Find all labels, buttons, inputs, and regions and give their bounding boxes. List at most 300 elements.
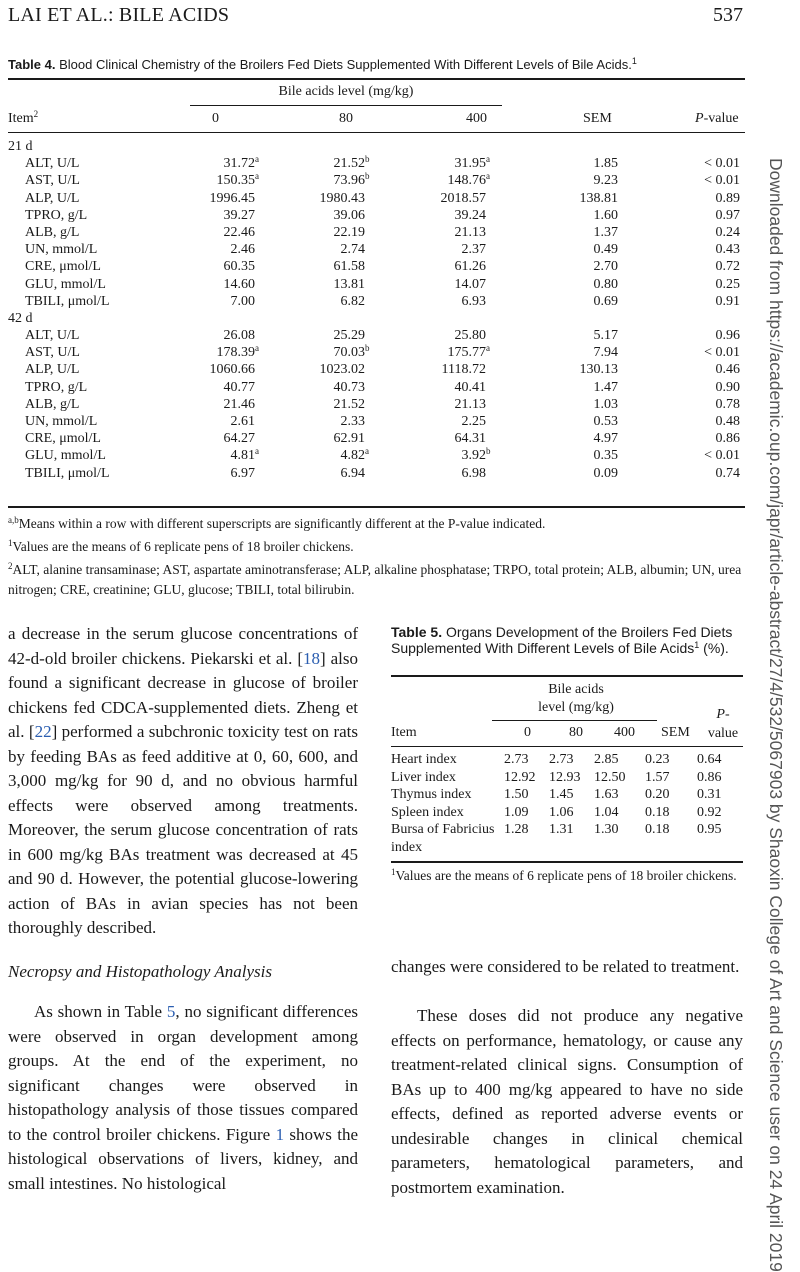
table4-notes [8, 514, 753, 603]
cell-p [704, 344, 740, 361]
cell-80-value: 2.74 [340, 242, 365, 258]
cell-0 [224, 396, 263, 413]
cell-item-value: ALT, U/L [25, 156, 80, 172]
cell-sem-value: 2.70 [593, 259, 618, 275]
table5-header-80: 80 [569, 725, 583, 740]
table4-row [8, 344, 748, 361]
cell-80 [334, 379, 373, 396]
cell-400 [462, 241, 494, 258]
cell-p [716, 276, 741, 293]
table4-row [8, 241, 748, 258]
cell-0-value: 150.35 [216, 173, 255, 189]
cell-item-value: TPRO, g/L [25, 207, 88, 223]
para-text: , no significant differences were observed in organ development among groups. At the end of the experiment, no significant changes were observed in histopathology analysis of those tissues compared to the control broiler chickens. Figure [8, 1002, 358, 1144]
body-paragraph-right-2: These doses did not produce any negative effects on performance, hematology, or cause any treatment-related clinical signs. Consumption of BAs up to 400 mg/kg appeared to have no side effects, defined as reported adverse events or undesirable changes in clinical chemical parameters, hematological parameters, and postmortem examination. [391, 1006, 743, 1197]
cell-item [25, 361, 79, 378]
cell-item [25, 224, 79, 241]
table4-header-item [8, 111, 38, 127]
cell-sem-value: 1.85 [593, 156, 618, 172]
cell-item: Thymus index [391, 787, 472, 803]
cell-p-value: < 0.01 [704, 156, 740, 172]
cell-p [716, 327, 741, 344]
cell-p-value: 0.24 [715, 224, 740, 240]
cell-80 [334, 430, 373, 447]
cell-400 [462, 293, 494, 310]
note-text: Values are the means of 6 replicate pens of 18 broiler chickens. [395, 868, 737, 883]
table5-row [391, 821, 743, 839]
cell-item-value: ALB, g/L [25, 396, 80, 412]
table4-row [8, 224, 748, 241]
cell-400 [455, 258, 494, 275]
cell-80-value: 13.81 [333, 276, 365, 292]
note-mark: 1 [391, 867, 396, 877]
cell-item [25, 190, 79, 207]
cell-item [25, 344, 80, 361]
cell-item-value: CRE, μmol/L [25, 431, 101, 447]
note-text: Values are the means of 6 replicate pens of 18 broiler chickens. [12, 539, 354, 554]
cell-0 [224, 276, 263, 293]
cell-sem [594, 447, 619, 464]
cell-80-value: 22.19 [333, 224, 365, 240]
cell-sem [594, 344, 619, 361]
cell-80-value: 21.52 [333, 396, 365, 412]
cell-item-value: GLU, mmol/L [25, 448, 106, 464]
cell-0: 31.72$^a$ [223, 154, 259, 172]
ref-link-table5[interactable]: 5 [166, 1002, 176, 1021]
cell-sem: 0.18 [645, 804, 670, 820]
cell-item [25, 276, 106, 293]
cell-item [25, 207, 87, 224]
cell-80 [341, 241, 373, 258]
table5-group-rule [492, 720, 657, 721]
cell-80-value: 25.29 [333, 328, 365, 344]
cell-item-value: AST, U/L [25, 345, 80, 361]
table4-header-item-text: Item [8, 111, 34, 126]
cell-p-value: 0.46 [715, 362, 740, 378]
cell-item-value: UN, mmol/L [25, 414, 98, 429]
cell-v0: 1.50 [504, 787, 529, 803]
cell-0-value: 7.00 [230, 293, 255, 309]
cell-item-value: ALT, U/L [25, 328, 80, 344]
table5-header-p-line2: value [707, 726, 739, 741]
table4-header-p-text: -value [703, 111, 739, 126]
cell-400-value: 6.98 [461, 465, 486, 481]
cell-p [716, 430, 741, 447]
cell-400-value: 2.37 [461, 242, 486, 258]
cell-80-value: 73.96 [333, 173, 365, 189]
cell-0-value: 1996.45 [209, 190, 255, 206]
cell-v400: 1.30 [594, 822, 619, 838]
cell-item-value: AST, U/L [25, 173, 80, 189]
cell-p-value: < 0.01 [704, 345, 740, 361]
cell-v80: 12.93 [549, 769, 581, 785]
cell-p-value: 0.96 [715, 328, 740, 344]
table5-caption [391, 624, 743, 656]
cell-sem-value: 7.94 [593, 345, 618, 361]
note-mark: 1 [8, 538, 13, 548]
cell-p-value: < 0.01 [704, 173, 740, 189]
cell-item: Spleen index [391, 804, 464, 820]
cell-p [716, 361, 741, 378]
section-label-text: 21 d [8, 139, 33, 154]
cell-sem-value: 1.47 [593, 379, 618, 395]
cell-item [25, 465, 110, 482]
cell-p [704, 155, 740, 172]
table4-row [8, 207, 748, 224]
table5-row [391, 839, 743, 857]
cell-sem-value: 1.60 [593, 207, 618, 223]
cell-sem [580, 361, 619, 378]
cell-0 [231, 241, 263, 258]
cell-400-value: 64.31 [454, 431, 486, 447]
table5-note [391, 866, 743, 886]
cell-item [25, 413, 97, 430]
cell-0 [231, 465, 263, 482]
table4-header-80: 80 [339, 111, 353, 126]
cell-sem [594, 207, 619, 224]
cell-400-value: 21.13 [454, 224, 486, 240]
cell-p [716, 413, 741, 430]
table5-caption-suffix: (%). [699, 640, 729, 656]
cell-p [704, 172, 740, 189]
cell-0: 178.39$^a$ [216, 343, 259, 361]
cell-80 [341, 293, 373, 310]
cell-item: Heart index [391, 752, 457, 767]
table5-header-p-line1: P- [716, 707, 730, 722]
table5-caption-text: Organs Development of the Broilers Fed Diets Supplemented With Different Levels of Bile Acids [391, 624, 733, 656]
cell-sem: 0.18 [645, 822, 670, 838]
ref-link-18[interactable]: 18 [303, 648, 320, 668]
cell-400-value: 39.24 [454, 207, 486, 223]
table4-caption [8, 57, 748, 72]
cell-0 [224, 327, 263, 344]
cell-sem [594, 293, 619, 310]
table4-caption-note-mark: 1 [631, 56, 637, 66]
cell-p-value: 0.90 [715, 379, 740, 395]
cell-p [716, 465, 741, 482]
cell-0 [224, 258, 263, 275]
para-text: ] performed a subchronic toxicity test on rats by feeding BAs as feed additive at 0, 60, 600, and 3,000 mg/kg for 90 d, and no obvious harmful effects were observed among treatments. Moreover, the serum glucose concentration of rats in 600 mg/kg BAs treatment was decreased at 45 and 90 d. However, the potential glucose-lowering action of BAs in avian species has not been thoroughly described. [8, 722, 358, 937]
table4-row [8, 327, 748, 344]
table5-body [391, 751, 743, 857]
cell-item: index [391, 839, 423, 855]
cell-0-value: 39.27 [223, 207, 255, 223]
cell-80-value: 1980.43 [319, 190, 365, 206]
cell-v0: 2.73 [504, 752, 529, 767]
cell-0-value: 2.46 [230, 242, 255, 258]
cell-400-value: 21.13 [454, 396, 486, 412]
table4-top-rule [8, 78, 745, 80]
table4-row [8, 379, 748, 396]
table4-row [8, 190, 748, 207]
cell-p: 0.92 [697, 804, 722, 820]
cell-sem-value: 0.69 [593, 293, 618, 309]
table4-group-rule [190, 105, 502, 106]
table5-header-item: Item [391, 725, 417, 740]
cell-sem-value: 9.23 [593, 173, 618, 189]
cell-400 [462, 465, 494, 482]
cell-item-value: TBILI, μmol/L [25, 465, 110, 481]
cell-400: 148.76$^a$ [447, 171, 490, 189]
table5-group-header-line2: level (mg/kg) [538, 700, 614, 715]
cell-v0: 12.92 [504, 769, 536, 785]
cell-80-value: 39.06 [333, 207, 365, 223]
para-text: a decrease in the serum glucose concentrations of 42-d-old broiler chickens. Piekarski et al. [ [8, 624, 358, 668]
table4-header-item-mark: 2 [33, 109, 39, 119]
cell-p: 0.95 [697, 822, 722, 838]
cell-v80: 1.45 [549, 787, 574, 803]
table4-row [8, 465, 748, 482]
cell-sem [594, 258, 619, 275]
table4-row [8, 396, 748, 413]
table4-row [8, 293, 748, 310]
cell-sem-value: 0.80 [593, 276, 618, 292]
cell-sem [594, 155, 619, 172]
cell-0-value: 14.60 [223, 276, 255, 292]
table4-note-2 [8, 560, 753, 600]
cell-80-value: 40.73 [333, 379, 365, 395]
para-text: shows the histological observations of livers, kidney, and small intestines. No histological [8, 1124, 358, 1193]
cell-400 [455, 396, 494, 413]
running-head: LAI ET AL.: BILE ACIDS [8, 4, 230, 26]
cell-80 [334, 258, 373, 275]
cell-p-value: 0.48 [715, 414, 740, 429]
cell-sem [594, 241, 619, 258]
cell-v0: 1.09 [504, 804, 529, 820]
note-text: ALT, alanine transaminase; AST, aspartate aminotransferase; ALP, alkaline phosphatase; TRPO, total protein; ALB, albumin; UN, urea nitrogen; CRE, creatinine; GLU, glucose; TBILI, total bilirubin. [8, 562, 742, 597]
cell-p-value: < 0.01 [704, 448, 740, 464]
cell-item [25, 430, 101, 447]
table5-header-0: 0 [524, 725, 531, 740]
cell-p-value: 0.89 [715, 190, 740, 206]
table5-row [391, 804, 743, 822]
cell-item-value: ALB, g/L [25, 224, 80, 240]
table5-header-400: 400 [614, 725, 635, 740]
cell-item [25, 447, 106, 464]
cell-400-value: 2018.57 [440, 190, 486, 206]
cell-sem-value: 130.13 [579, 362, 618, 378]
cell-0-value: 2.61 [230, 414, 255, 429]
cell-v400: 1.04 [594, 804, 619, 820]
cell-400-value: 31.95 [454, 156, 486, 172]
cell-0: 150.35$^a$ [216, 171, 259, 189]
cell-v80: 2.73 [549, 752, 574, 767]
cell-sem [594, 396, 619, 413]
cell-0 [224, 207, 263, 224]
table5-header-rule [391, 746, 743, 747]
cell-sem [580, 190, 619, 207]
cell-0 [210, 190, 263, 207]
cell-v400: 2.85 [594, 752, 619, 767]
cell-item-value: CRE, μmol/L [25, 259, 101, 275]
cell-sem [594, 465, 619, 482]
table4-body [8, 138, 748, 482]
table4-row [8, 258, 748, 275]
cell-p-value: 0.72 [715, 259, 740, 275]
cell-item [25, 258, 101, 275]
cell-400 [442, 361, 493, 378]
cell-0-value: 6.97 [230, 465, 255, 481]
cell-400-value: 1118.72 [441, 362, 486, 378]
table4-group-header: Bile acids level (mg/kg) [278, 84, 414, 99]
cell-80: 70.03$^b$ [333, 343, 370, 361]
cell-item [25, 293, 110, 310]
cell-p-value: 0.43 [715, 242, 740, 258]
table5-bottom-rule [391, 861, 743, 863]
cell-sem-value: 5.17 [593, 328, 618, 344]
cell-80-value: 6.94 [340, 465, 365, 481]
table4-row [8, 155, 748, 172]
cell-sem [594, 413, 619, 430]
cell-p [716, 207, 741, 224]
cell-item-value: GLU, mmol/L [25, 276, 106, 292]
body-paragraph-right-1: changes were considered to be related to treatment. [391, 957, 740, 976]
cell-80: 4.82$^a$ [340, 446, 369, 464]
cell-80-value: 21.52 [333, 156, 365, 172]
cell-sem-value: 1.37 [593, 224, 618, 240]
para-text: ] also found a significant decrease in glucose of broiler chickens fed CDCA-supplemented diets. Zheng et al. [ [8, 648, 358, 741]
cell-400 [455, 207, 494, 224]
cell-400: 175.77$^a$ [447, 343, 490, 361]
table4-caption-text: Blood Clinical Chemistry of the Broilers Fed Diets Supplemented With Different Levels of Bile Acids. [59, 57, 632, 72]
cell-p [704, 447, 740, 464]
cell-p-value: 0.91 [715, 293, 740, 309]
table5-header-p [703, 705, 743, 743]
cell-item: Liver index [391, 769, 456, 785]
cell-p [716, 396, 741, 413]
cell-80-value: 2.33 [340, 414, 365, 429]
table4-section-label [8, 138, 748, 155]
cell-sem-value: 138.81 [579, 190, 618, 206]
cell-sem: 0.20 [645, 787, 670, 803]
cell-p [716, 379, 741, 396]
cell-sem-value: 4.97 [593, 431, 618, 447]
table5-caption-note-mark: 1 [694, 640, 700, 650]
cell-p: 0.31 [697, 787, 722, 803]
table4-row [8, 361, 748, 378]
cell-80-value: 62.91 [333, 431, 365, 447]
table5-group-header-line1: Bile acids [548, 682, 604, 697]
cell-p [716, 293, 741, 310]
cell-sem: 0.23 [645, 752, 670, 767]
cell-400 [441, 190, 494, 207]
cell-80 [341, 465, 373, 482]
cell-80 [334, 396, 373, 413]
cell-v400: 1.63 [594, 787, 619, 803]
cell-80 [334, 224, 373, 241]
table4-header-400: 400 [466, 111, 487, 126]
cell-0 [224, 224, 263, 241]
cell-v0: 1.28 [504, 822, 529, 838]
cell-p [716, 190, 741, 207]
cell-sem: 1.57 [645, 769, 670, 785]
table4-section-label [8, 310, 748, 327]
cell-400-value: 25.80 [454, 328, 486, 344]
table5-row [391, 786, 743, 804]
cell-item [25, 327, 79, 344]
cell-80 [341, 413, 373, 430]
cell-0-value: 26.08 [223, 328, 255, 344]
ref-link-figure1[interactable]: 1 [275, 1124, 285, 1144]
cell-0-value: 22.46 [223, 224, 255, 240]
cell-p-value: 0.86 [715, 431, 740, 447]
cell-80 [334, 327, 373, 344]
body-paragraph-2 [8, 1000, 358, 1196]
cell-v400: 12.50 [594, 769, 626, 785]
cell-p [716, 241, 741, 258]
cell-sem [594, 379, 619, 396]
ref-link-22[interactable]: 22 [34, 722, 52, 741]
cell-0-value: 21.46 [223, 396, 255, 412]
note-mark: 2 [8, 561, 13, 571]
table4-header-rule [8, 132, 745, 133]
cell-p-value: 0.97 [715, 207, 740, 223]
cell-400 [455, 224, 494, 241]
section-heading: Necropsy and Histopathology Analysis [8, 962, 272, 981]
cell-400 [462, 413, 494, 430]
cell-80 [320, 190, 373, 207]
cell-80-value: 61.58 [333, 259, 365, 275]
table5-header-sem: SEM [661, 725, 690, 740]
note-text: Means within a row with different superscripts are significantly different at the P-value indicated. [18, 516, 546, 531]
cell-0 [231, 413, 263, 430]
cell-item [25, 379, 87, 396]
cell-400-value: 2.25 [461, 414, 486, 429]
cell-0 [210, 361, 263, 378]
cell-80-value: 1023.02 [319, 362, 365, 378]
table4-caption-label: Table 4. [8, 57, 56, 72]
cell-sem [594, 224, 619, 241]
cell-sem-value: 1.03 [593, 396, 618, 412]
cell-p: 0.64 [697, 752, 722, 767]
cell-p-value: 0.78 [715, 396, 740, 412]
table4-header-p-italic: P [695, 111, 704, 126]
cell-item-value: ALP, U/L [25, 362, 80, 378]
table4-row [8, 430, 748, 447]
table4-row [8, 172, 748, 189]
cell-item-value: UN, mmol/L [25, 242, 98, 258]
cell-sem [594, 172, 619, 189]
cell-80 [334, 276, 373, 293]
cell-item-value: TBILI, μmol/L [25, 293, 110, 309]
section-label-text: 42 d [8, 310, 33, 326]
cell-item-value: TPRO, g/L [25, 379, 88, 395]
cell-80: 73.96$^b$ [333, 171, 370, 189]
cell-p: 0.86 [697, 769, 722, 785]
table5-top-rule [391, 675, 743, 677]
cell-sem [594, 276, 619, 293]
cell-item [25, 241, 97, 258]
table4-header-0: 0 [212, 111, 219, 126]
cell-0 [231, 293, 263, 310]
table4-note-ab [8, 514, 753, 534]
cell-sem-value: 0.49 [593, 242, 618, 258]
cell-p [716, 224, 741, 241]
cell-0 [224, 379, 263, 396]
cell-p-value: 0.25 [715, 276, 740, 292]
table4-row [8, 447, 748, 464]
table5-caption-label: Table 5. [391, 624, 443, 640]
cell-400 [455, 430, 494, 447]
table4-bottom-rule [8, 506, 745, 508]
cell-80 [320, 361, 373, 378]
table4-header-p [695, 111, 739, 127]
cell-sem-value: 0.53 [593, 414, 618, 429]
cell-p-value: 0.74 [715, 465, 740, 481]
table5-row [391, 769, 743, 787]
cell-400: 31.95$^a$ [454, 154, 490, 172]
download-watermark-text: Downloaded from https://academic.oup.com/japr/article-abstract/27/4/532/5067903 by Shaoxin College of Art and Science user on 24 April 2019 [766, 158, 786, 1272]
